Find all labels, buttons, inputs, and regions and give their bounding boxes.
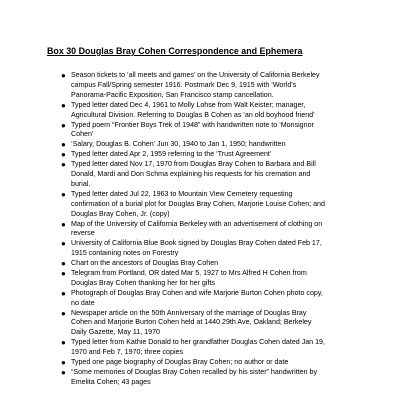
bullet-icon: ● (61, 71, 66, 80)
bullet-icon: ● (61, 259, 66, 269)
bullet-icon: ● (61, 358, 66, 368)
list-item-line: Photograph of Douglas Bray Cohen and wife Marjorie Burton Cohen photo copy, (71, 288, 323, 297)
list-item-line: reverse (71, 229, 95, 238)
list-item-line: ‘Salary, Douglas B. Cohen’ Jun 30, 1940 to Jan 1, 1950; handwritten (71, 140, 286, 149)
list-item-line: Typed poem “Frontier Boys Trek of 1948” with handwritten note to ‘Monsignor (71, 120, 314, 129)
bullet-icon: ● (61, 120, 66, 130)
bullet-icon: ● (61, 308, 66, 318)
list-item-line: no date (71, 298, 95, 307)
list-item-line: Douglas Bray Cohen, Jr. (copy) (71, 209, 170, 218)
bullet-icon: ● (61, 160, 66, 170)
list-item-line: Daily Gazette, May 11, 1970 (71, 328, 160, 337)
bullet-icon: ● (61, 189, 66, 199)
list-item-line: Typed letter dated Dec 4, 1961 to Molly Lohse from Walt Keister; manager, (71, 100, 306, 109)
bullet-icon: ● (61, 269, 66, 278)
bullet-icon: ● (61, 239, 66, 249)
bullet-icon: ● (61, 100, 66, 110)
document-title: Box 30 Douglas Bray Cohen Correspondence and Ephemera (47, 46, 303, 56)
list-item-line: “Some memories of Douglas Bray Cohen recalled by his sister” handwritten by (71, 368, 318, 376)
list-item-line: Cohen’ (71, 130, 94, 139)
list-item-line: Typed one page biography of Douglas Bray Cohen; no author or date (71, 358, 289, 367)
list-item-line: campus Fall/Spring semester 1916. Postmark Dec 9, 1915 with ‘World’s (71, 80, 297, 89)
list-item-line: Cohen and Marjorie Burton Cohen held at 1440 29th Ave, Oakland; Berkeley (71, 318, 312, 327)
list-item-line: Typed letter from Kathie Donald to her grandfather Douglas Cohen dated Jan 19, (71, 338, 325, 347)
list-item-line: Douglas Bray Cohen thanking her for her gifts (71, 278, 215, 287)
list-item-line: confirmation of a burial plot for Douglas Bray Cohen, Marjorie Louise Cohen; and (71, 199, 325, 208)
list-item-line: Typed letter dated Apr 2, 1959 referring to the ‘Trust Agreement’ (71, 150, 272, 159)
list-item-line: Panorama-Pacific Exposition, San Francisco stamp cancellation. (71, 90, 274, 99)
bullet-icon: ● (61, 368, 66, 377)
bullet-icon: ● (61, 219, 66, 229)
bullet-icon: ● (61, 140, 66, 150)
list-item-line: Season tickets to ‘all meets and games’ on the University of California Berkeley (71, 71, 320, 79)
bullet-icon: ● (61, 288, 66, 298)
list-item-line: Chart on the ancestors of Douglas Bray Cohen (71, 259, 219, 268)
list-item-line: Telegram from Portland, OR dated Mar 5, 1927 to Mrs Alfred H Cohen from (71, 269, 307, 277)
list-item-line: Donald, Mardi and Don Schma explaining his requests for his cremation and (71, 169, 311, 178)
list-item-line: Typed letter dated Nov 17, 1970 from Douglas Bray Cohen to Barbara and Bill (71, 160, 316, 169)
list-item-line: University of California Blue Book signed by Douglas Bray Cohen dated Feb 17, (71, 239, 322, 248)
list-item-line: Map of the University of California Berkeley with an advertisement of clothing on (71, 219, 323, 228)
list-item-line: Emelita Cohen; 43 pages (71, 377, 151, 386)
list-item-line: 1915 containing notes on Forestry (71, 249, 179, 258)
list-item-line: 1970 and Feb 7, 1970; three copies (71, 348, 184, 357)
list-item-line: Typed letter dated Jul 22, 1963 to Mountain View Cemetery requesting (71, 189, 293, 198)
list-item-line: Agricultural Division. Referring to Douglas B Cohen as ‘an old boyhood friend’ (71, 110, 315, 119)
list-item-line: Newspaper article on the 50th Anniversary of the marriage of Douglas Bray (71, 308, 307, 317)
bullet-icon: ● (61, 338, 66, 348)
list-item-line: burial. (71, 179, 91, 188)
bullet-icon: ● (61, 150, 66, 160)
